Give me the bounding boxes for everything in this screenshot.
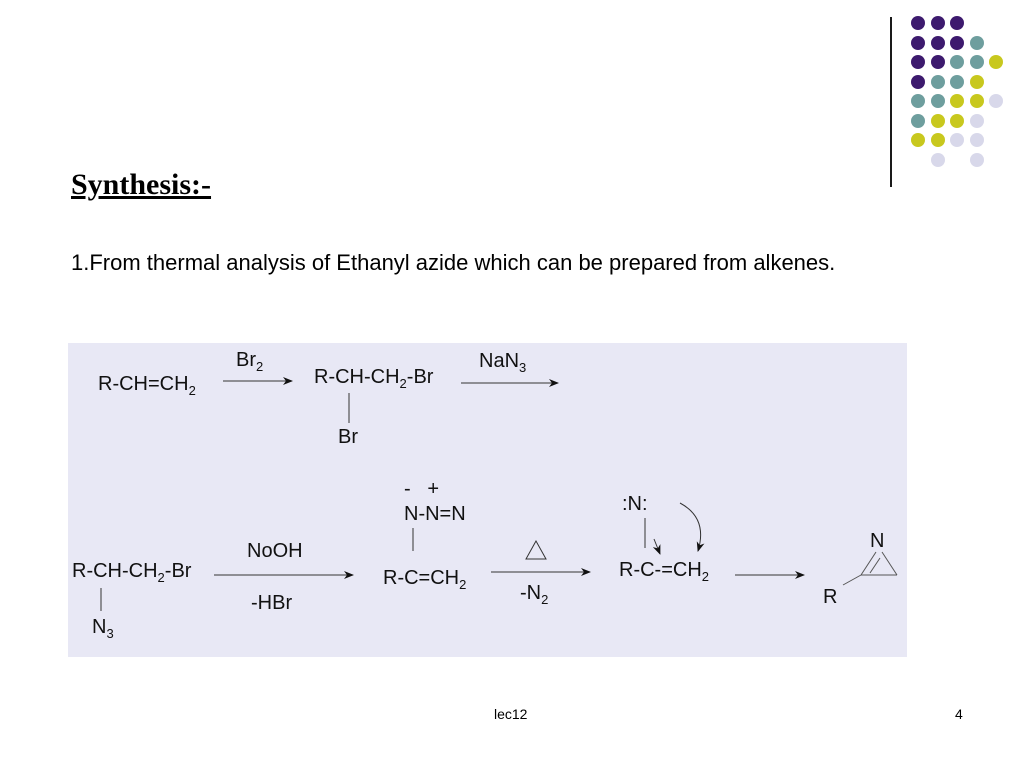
- substituent-bond: [843, 575, 861, 585]
- decorative-dot: [911, 94, 925, 108]
- loss-hbr: -HBr: [251, 592, 293, 614]
- ring-double-bond: [870, 558, 880, 573]
- slide-title: Synthesis:-: [71, 168, 212, 201]
- dibromide-sub-br: Br: [338, 426, 358, 448]
- decorative-dot: [950, 133, 964, 147]
- decorative-dot: [931, 153, 945, 167]
- decorative-dot: [911, 114, 925, 128]
- reaction-scheme: [68, 343, 907, 657]
- azide-n3: $N_3$: [92, 616, 114, 641]
- ring-bond: [861, 552, 876, 575]
- decorative-dot: [911, 36, 925, 50]
- heat-triangle-icon: [526, 541, 546, 559]
- decorative-dot: [970, 153, 984, 167]
- dibromide: $R-CH-CH_2-Br$: [314, 366, 434, 391]
- page-number: 4: [955, 706, 963, 722]
- vinyl-azide: $R-C=CH_2$: [383, 567, 467, 592]
- slide-paragraph: 1.From thermal analysis of Ethanyl azide which can be prepared from alkenes.: [71, 250, 836, 275]
- decorative-dot: [950, 16, 964, 30]
- decorative-dot: [931, 94, 945, 108]
- decorative-dot: [931, 16, 945, 30]
- decorative-dot: [970, 133, 984, 147]
- decorative-dot: [989, 55, 1003, 69]
- decorative-dot: [950, 36, 964, 50]
- decorative-dot: [931, 55, 945, 69]
- azide-charges: - +: [404, 478, 440, 500]
- decorative-dot: [970, 94, 984, 108]
- divider-line: [890, 17, 892, 187]
- product-nitrogen: N: [870, 530, 885, 552]
- decorative-dot: [931, 133, 945, 147]
- footer-label: lec12: [494, 706, 528, 722]
- reagent-bromine: $Br_2$: [236, 349, 264, 374]
- decorative-dot: [911, 75, 925, 89]
- ring-bond: [882, 552, 897, 575]
- curved-arrow-icon: [680, 503, 701, 551]
- decorative-dot: [931, 75, 945, 89]
- decorative-dot: [970, 75, 984, 89]
- decorative-dot: [911, 55, 925, 69]
- nitrene-group: :N:: [622, 493, 648, 515]
- decorative-dot: [970, 55, 984, 69]
- azide-group: N-N=N: [404, 503, 466, 525]
- decorative-dot: [950, 114, 964, 128]
- decorative-dot: [950, 55, 964, 69]
- decorative-dot: [950, 94, 964, 108]
- small-arrow-icon: [654, 539, 660, 554]
- reactant-alkene: $R-CH=CH_2$: [98, 373, 196, 398]
- reaction-scheme-panel: [68, 343, 907, 657]
- reagent-sodium-azide: NaN$_3$: [479, 350, 527, 375]
- nitrene-intermediate: $R-C-=CH_2$: [619, 559, 710, 584]
- decorative-dot: [970, 36, 984, 50]
- bromo-azide: $R-CH-CH_2-Br$: [72, 560, 192, 585]
- decorative-dot: [931, 36, 945, 50]
- decorative-dot: [950, 75, 964, 89]
- decorative-dot: [911, 133, 925, 147]
- loss-nitrogen: $-N_2$: [520, 582, 549, 607]
- decorative-dot: [989, 94, 1003, 108]
- decorative-dot: [911, 16, 925, 30]
- reagent-base: NoOH: [247, 540, 303, 562]
- product-r: R: [823, 586, 838, 608]
- decorative-dot: [931, 114, 945, 128]
- decorative-dot: [970, 114, 984, 128]
